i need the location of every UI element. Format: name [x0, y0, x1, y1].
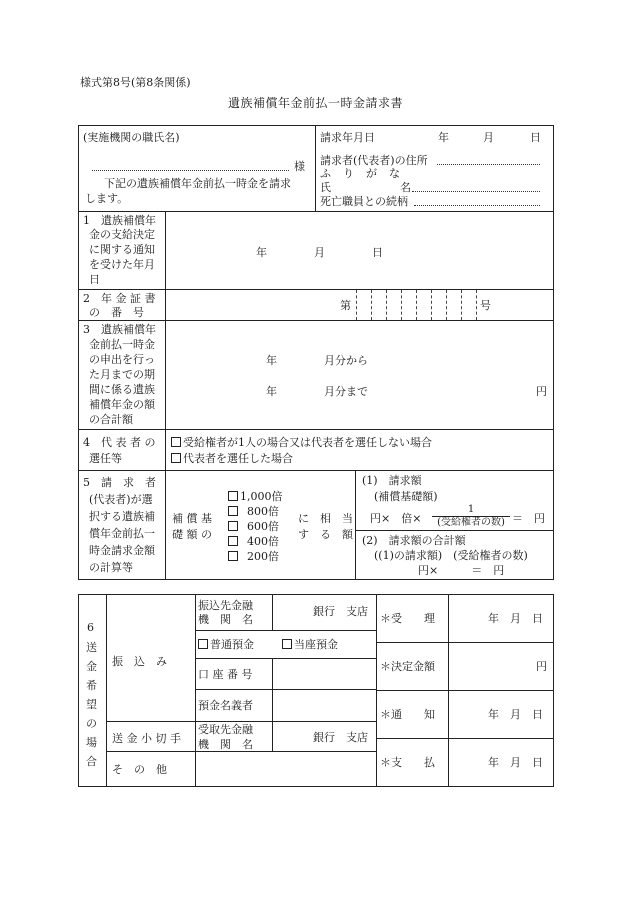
- request-date-label: 請求年月日: [320, 131, 375, 144]
- payment-date: 年 月 日: [488, 756, 543, 769]
- form-title: 遺族補償年金前払一時金請求書: [228, 96, 404, 110]
- juri-label: ＊受 理: [380, 612, 435, 625]
- sama-label: 様: [294, 160, 305, 173]
- row2-label-1: 2 年 金 証 書: [83, 292, 156, 305]
- account-holder-label: 預金名義者: [198, 699, 253, 712]
- notice-date: 年 月 日: [488, 708, 543, 721]
- checkbox-icon[interactable]: [228, 521, 238, 531]
- calc1-sub: (補償基礎額): [374, 490, 438, 503]
- checkbox-icon[interactable]: [228, 491, 238, 501]
- notice-label: ＊通 知: [380, 708, 435, 721]
- row3-from-year: 年: [266, 354, 277, 367]
- receive-bank-label-1: 受取先金融: [198, 723, 253, 736]
- row1-month: 月: [314, 246, 325, 259]
- row4-label-1: 4 代 表 者 の: [83, 436, 156, 449]
- multiplier-200[interactable]: 200倍: [228, 550, 279, 563]
- calc1-numerator: 1: [467, 504, 475, 515]
- checkbox-icon[interactable]: [228, 506, 238, 516]
- name-label-1: 氏: [320, 181, 331, 194]
- calc1-denominator: (受給権者の数): [432, 516, 510, 529]
- request-text-2: します。: [85, 192, 129, 205]
- calc1-title: (1) 請求額: [362, 474, 422, 487]
- date-month-unit: 月: [483, 131, 494, 144]
- agency-label: (実施機関の職氏名): [83, 131, 180, 144]
- calc1-fraction: [432, 504, 510, 529]
- account-number-label: 口 座 番 号: [198, 668, 253, 681]
- date-year-unit: 年: [438, 131, 449, 144]
- multiplier-800[interactable]: 800倍: [228, 505, 279, 518]
- multiplier-400[interactable]: 400倍: [228, 535, 279, 548]
- date-day-unit: 日: [530, 131, 541, 144]
- checkbox-icon[interactable]: [171, 437, 181, 447]
- other-label: そ の 他: [112, 763, 167, 776]
- equivalent-label-1: に 相 当: [298, 512, 353, 525]
- payment-label: ＊支 払: [380, 756, 435, 769]
- agency-name-field[interactable]: [92, 170, 289, 171]
- multiplier-600[interactable]: 600倍: [228, 520, 279, 533]
- bank-label-1: 振込先金融: [198, 599, 253, 612]
- check-label: 送 金 小 切 手: [112, 732, 181, 745]
- checkbox-icon[interactable]: [282, 639, 292, 649]
- row3-from-text: 月分から: [324, 354, 368, 367]
- checkbox-icon[interactable]: [228, 551, 238, 561]
- calc2-sub: ((1)の請求額) (受給権者の数): [374, 549, 528, 562]
- calc1-right: ＝ 円: [512, 512, 545, 525]
- base-amount-label-2: 礎 額 の: [172, 528, 212, 541]
- representative-option-2[interactable]: 代表者を選任した場合: [171, 452, 293, 465]
- calc2-title: (2) 請求額の合計額: [362, 534, 466, 547]
- address-label: 請求者(代表者)の住所: [320, 154, 428, 167]
- row3-yen: 円: [536, 385, 547, 398]
- relation-field[interactable]: [414, 205, 540, 206]
- row3-to-text: 月分まで: [324, 385, 368, 398]
- deposit-normal-option[interactable]: 普通預金: [198, 638, 254, 651]
- multiplier-1000[interactable]: 1,000倍: [228, 490, 283, 503]
- checkbox-icon[interactable]: [228, 536, 238, 546]
- calc1-left: 円× 倍×: [370, 512, 422, 525]
- certificate-dai: 第: [340, 299, 351, 312]
- relation-label: 死亡職員との続柄: [320, 195, 408, 208]
- checkbox-icon[interactable]: [171, 453, 181, 463]
- row1-day: 日: [372, 246, 383, 259]
- equivalent-label-2: す る 額: [298, 528, 353, 541]
- decision-amount-yen: 円: [536, 660, 547, 673]
- row2-label-2: の 番 号: [89, 306, 144, 319]
- base-amount-label-1: 補 償 基: [172, 512, 212, 525]
- furikomi-label: 振 込 み: [112, 655, 167, 668]
- bank-value[interactable]: 銀行 支店: [313, 605, 368, 618]
- name-label-2: 名: [400, 181, 411, 194]
- juri-date: 年 月 日: [488, 612, 543, 625]
- representative-option-1[interactable]: 受給権者が1人の場合又は代表者を選任しない場合: [171, 436, 432, 449]
- decision-amount-label: ＊決定金額: [380, 660, 435, 673]
- name-field[interactable]: [412, 191, 540, 192]
- receive-bank-value[interactable]: 銀行 支店: [313, 731, 368, 744]
- receive-bank-label-2: 機 関 名: [198, 738, 253, 751]
- form-number: 様式第8号(第8条関係): [80, 76, 191, 89]
- address-field[interactable]: [437, 164, 540, 165]
- furigana-label: ふ り が な: [320, 167, 401, 180]
- row3-to-year: 年: [266, 385, 277, 398]
- calc2-line: 円× ＝ 円: [418, 564, 505, 577]
- deposit-current-option[interactable]: 当座預金: [282, 638, 338, 651]
- row1-year: 年: [256, 246, 267, 259]
- checkbox-icon[interactable]: [198, 639, 208, 649]
- certificate-go: 号: [480, 299, 491, 312]
- row4-label-2: 選任等: [89, 452, 122, 465]
- request-text-1: 下記の遺族補償年金前払一時金を請求: [104, 177, 291, 190]
- bank-label-2: 機 関 名: [198, 613, 253, 626]
